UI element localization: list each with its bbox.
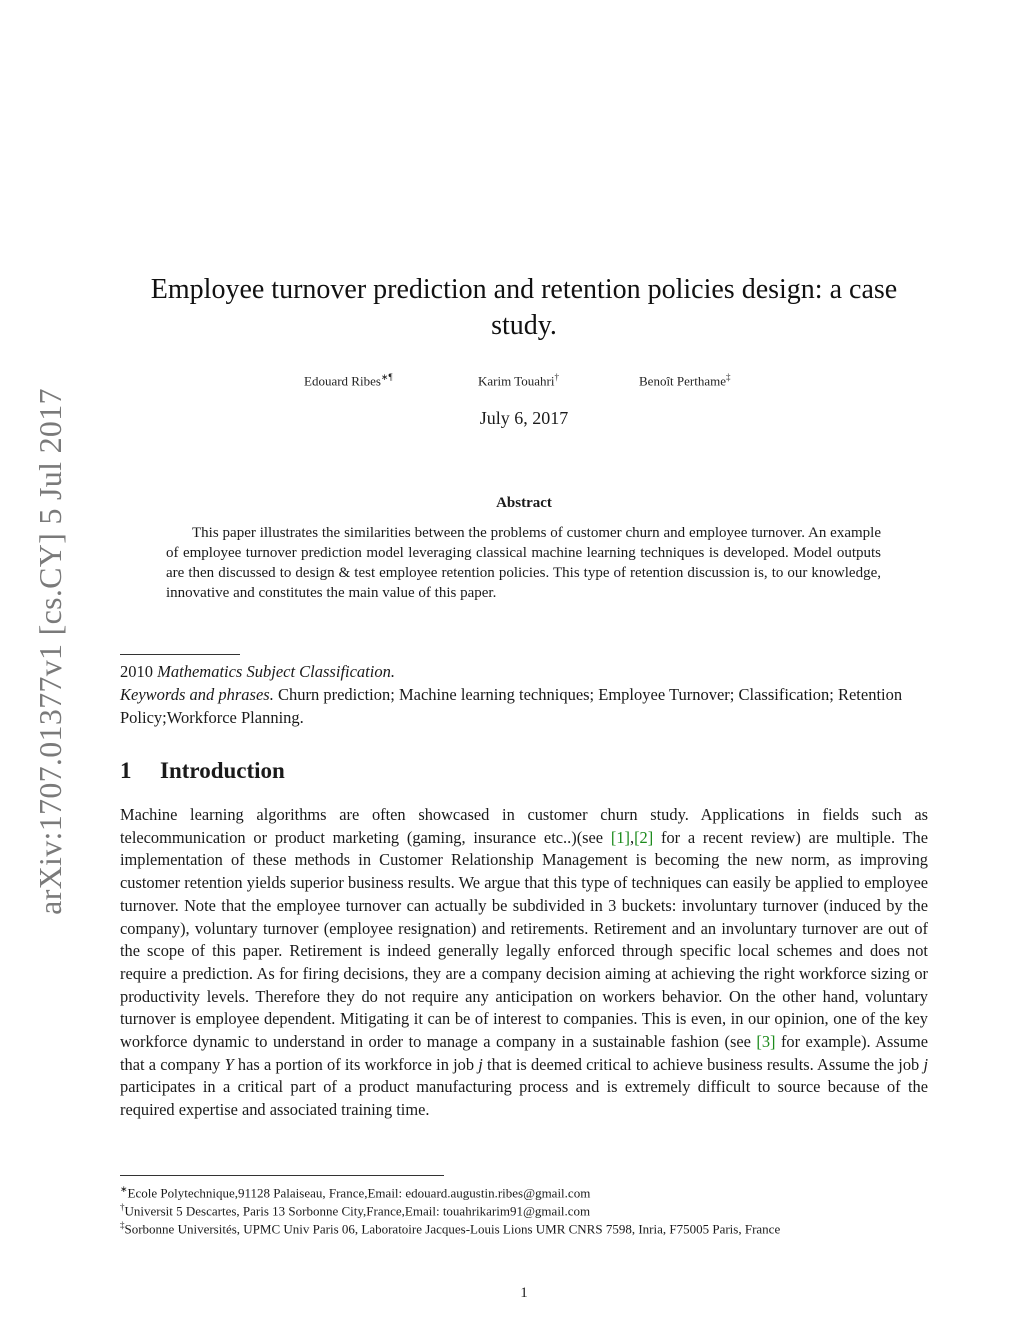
section-heading [120,758,285,784]
arxiv-sidebar-stamp [30,372,70,930]
page-number: 1 [520,1285,528,1301]
footnote-3 [120,1216,928,1238]
section-number: 1 [120,758,132,783]
citation-link-2[interactable]: [2] [634,827,654,847]
msc-label: Mathematics Subject Classification. [157,662,395,681]
author-name: Benoît Perthame [639,373,727,389]
footnote-text: Universit 5 Descartes, Paris 13 Sorbonne City,France,Email: touahrikarim91@gmail.com [124,1203,591,1219]
footnote-text: Ecole Polytechnique,91128 Palaiseau, France,Email: edouard.augustin.ribes@gmail.com [127,1185,591,1201]
math-variable: j [478,1054,483,1074]
abstract-text: This paper illustrates the similarities between the problems of customer churn and employee turnover. An example of employee turnover prediction model leveraging classical machine learning techniques is developed. Model outputs are then discussed to design & test employee retention policies. This type of retention discussion is, to our knowledge, innovative and constitutes the main value of this paper. [166,525,881,601]
author-name: Karim Touahri [478,373,555,389]
body-text: for a recent review) are multiple. The implementation of these methods in Customer Relationship Management is becoming the new norm, as improving customer retention yields superior business results. We argue that this type of techniques can easily be applied to employee turnover. Note that the employee turnover can actually be subdivided in 3 buckets: involuntary turnover (induced by the company), voluntary turnover (employee resignation) and retirements. Retirement and an involuntary turnover are out of the scope of this paper. Retirement is indeed generally legally enforced through specific local schemes and does not require a prediction. As for firing decisions, they are a company decision aiming at achieving the right workforce sizing or productivity levels. Therefore they do not require any anticipation on workers behavior. On the other hand, voluntary turnover is employee dependent. Mitigating it can be of interest to companies. This is even, in our opinion, one of the key workforce dynamic to understand in order to manage a company in a sustainable fashion (see [120,827,929,1052]
paper-date: July 6, 2017 [479,408,569,428]
footnote-mark: † [120,1202,125,1212]
author-mark: ‡ [726,372,731,382]
body-text: Machine learning algorithms are often showcased in customer churn study. Applications in fields such as telecommunication or product marketing (gaming, insurance etc..)(see [120,805,928,847]
classification-divider [120,654,240,655]
citation-link-1[interactable]: [1] [610,827,630,847]
paper-title: Employee turnover prediction and retention policies design: a case study. [150,274,898,341]
body-text: that is deemed critical to achieve business results. Assume the job [482,1054,924,1074]
author-3 [639,372,731,389]
body-text: participates in a critical part of a product manufacturing process and is extremely difficult to source because of the required expertise and associated training time. [120,1077,928,1120]
author-mark: ∗¶ [380,372,393,382]
body-text: has a portion of its workforce in job [233,1054,479,1074]
author-mark: † [554,372,559,382]
author-1 [304,372,393,389]
body-text: , [629,827,635,847]
arxiv-id: arXiv:1707.01377v1 [cs.CY] 5 Jul 2017 [31,387,68,915]
introduction-paragraph [120,804,928,1122]
footnote-mark: ‡ [120,1220,125,1230]
math-variable: Y [224,1054,234,1074]
footnote-mark: ∗ [120,1184,128,1194]
keywords-line [120,683,928,729]
author-2 [478,372,559,389]
classification-block [120,660,928,729]
keywords-text: Churn prediction; Machine learning techniques; Employee Turnover; Classification; Retention Policy;Workforce Planning. [120,685,903,727]
section-title: Introduction [160,758,285,783]
footnote-divider [120,1175,444,1176]
footnote-text: Sorbonne Universités, UPMC Univ Paris 06, Laboratoire Jacques-Louis Lions UMR CNRS 7598, Inria, F75005 Paris, France [124,1221,781,1237]
msc-year: 2010 [120,662,153,681]
author-name: Edouard Ribes [304,373,381,389]
msc-line [120,660,928,683]
body-text: for example). Assume that a company [120,1032,928,1074]
citation-link-3[interactable]: [3] [756,1032,776,1052]
math-variable: j [923,1054,929,1074]
keywords-label: Keywords and phrases. [120,685,274,704]
abstract-heading: Abstract [496,495,552,511]
